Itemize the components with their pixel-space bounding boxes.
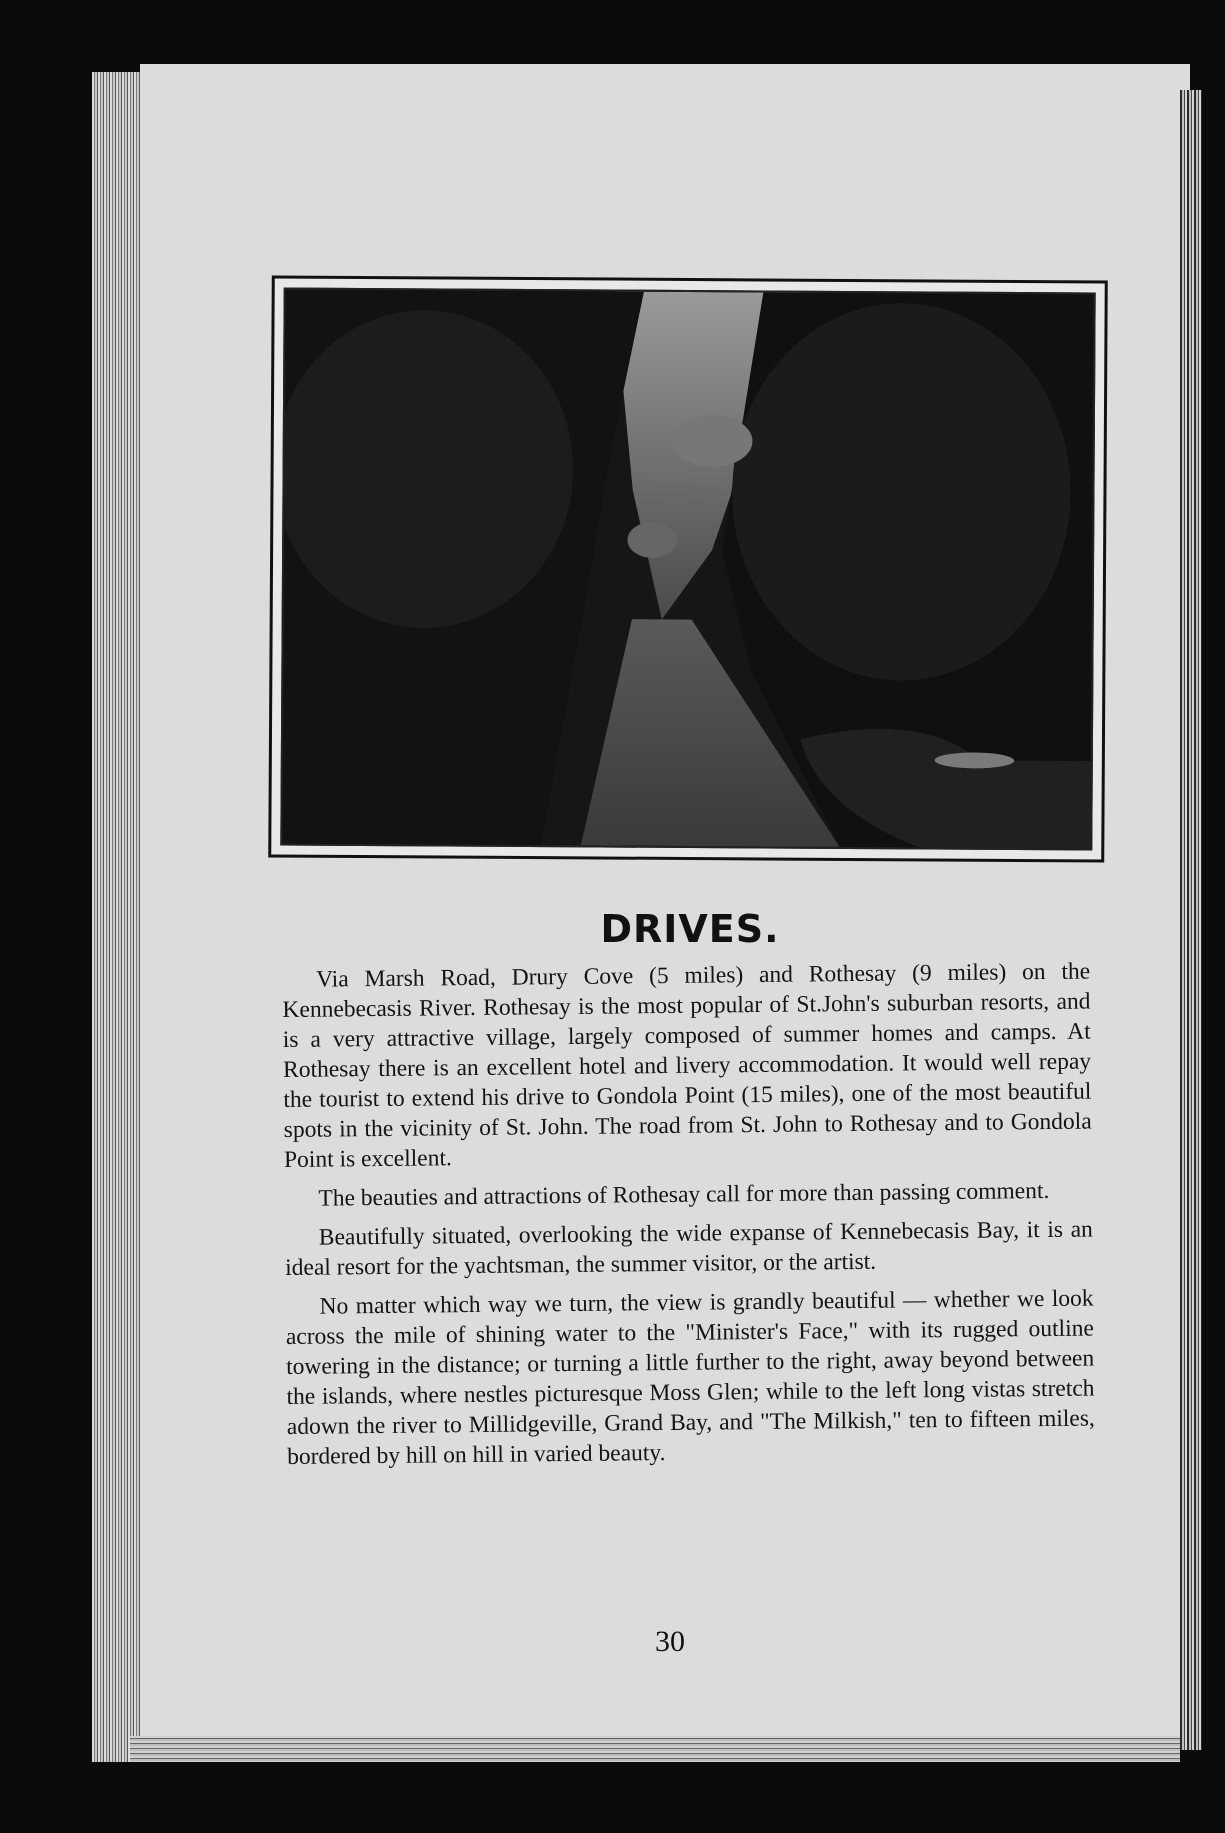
paragraph-beauties: The beauties and attractions of Rothesay call for more than passing comment. bbox=[318, 1177, 1050, 1212]
page-edges-left bbox=[92, 72, 144, 1762]
page-number: 30 bbox=[655, 1625, 685, 1658]
paragraph-rothesay-drive: Via Marsh Road, Drury Cove (5 miles) and Rothesay (9 miles) on the Kennebecasis River. Rothesay is the most popular of St.John's suburban resorts, and is a very attractive village, largely composed of summer homes and camps. At Rothesay there is an excellent hotel and livery accommodation. It would well repay the tourist to extend his drive to Gondola Point (15 miles), one of the most beautiful spots in the vicinity of St. John. The road from St. John to Rothesay and to Gondola Point is excellent. bbox=[282, 958, 1092, 1173]
road-photo-illustration bbox=[282, 290, 1093, 849]
page-heading: DRIVES. bbox=[600, 907, 780, 951]
photo-frame bbox=[268, 275, 1108, 862]
tree-lined-road-photo bbox=[280, 288, 1095, 851]
page-edges-bottom bbox=[130, 1736, 1180, 1762]
page-edges-right bbox=[1180, 90, 1202, 1750]
article-body bbox=[282, 957, 1095, 1481]
paragraph-view: No matter which way we turn, the view is grandly beautiful — whether we look across the mile of shining water to the "Minister's Face," with its rugged outline towering in the distance; or turning a little further to the right, away beyond between the islands, where nestles picturesque Moss Glen; while to the left long vistas stretch adown the river to Millidgeville, Grand Bay, and "The Milkish," ten to fifteen miles, bordered by hill on hill in varied beauty. bbox=[285, 1285, 1095, 1470]
paragraph-situated: Beautifully situated, overlooking the wide expanse of Kennebecasis Bay, it is an ideal resort for the yachtsman, the summer visitor, or the artist. bbox=[285, 1216, 1093, 1281]
